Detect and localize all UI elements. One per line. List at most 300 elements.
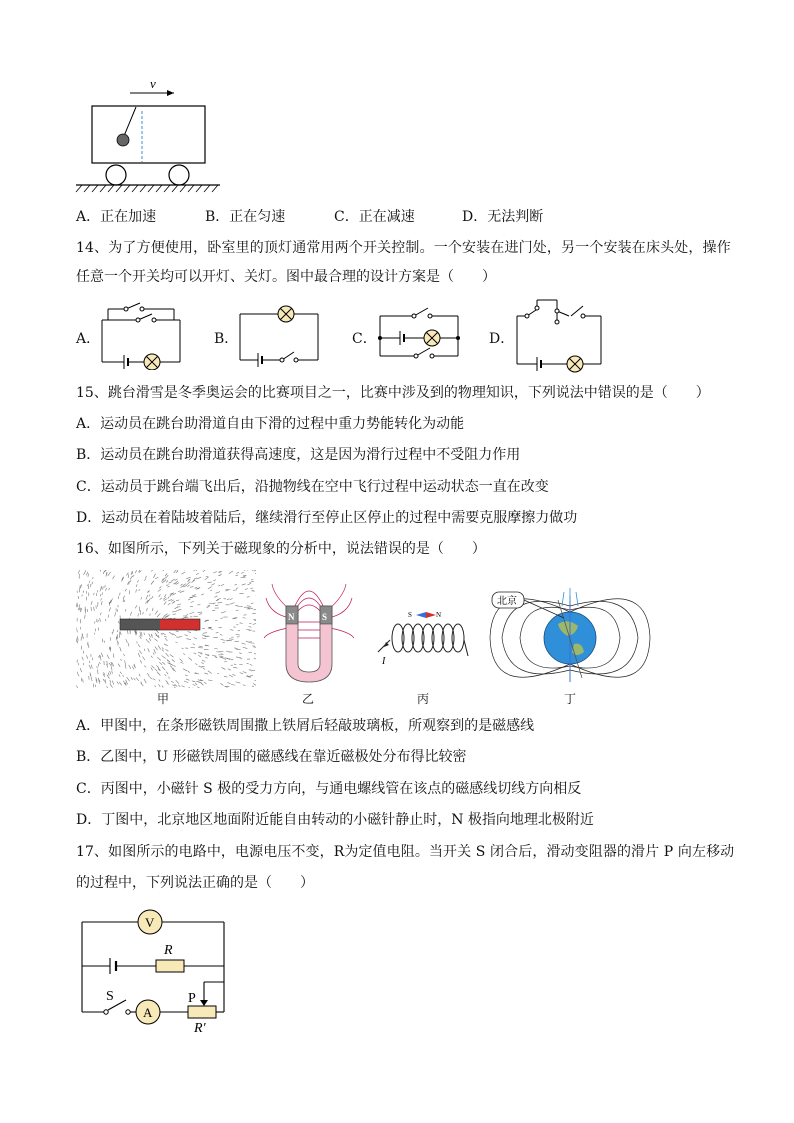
iron-filing: [206, 606, 209, 608]
iron-filing: [136, 677, 139, 680]
iron-filing: [136, 589, 137, 592]
iron-filing: [129, 665, 131, 669]
iron-filing: [94, 607, 95, 611]
iron-filing: [144, 649, 145, 651]
iron-filing: [208, 587, 212, 589]
iron-filing: [146, 595, 148, 599]
iron-filing: [119, 682, 121, 685]
iron-filing: [166, 653, 169, 657]
iron-filing: [224, 686, 229, 687]
iron-filing: [242, 584, 246, 585]
iron-filing: [151, 582, 153, 585]
iron-filing: [196, 577, 201, 579]
iron-filing: [183, 654, 185, 655]
iron-filing: [177, 604, 181, 605]
iron-filing: [103, 571, 104, 574]
iron-filing: [233, 667, 237, 668]
iron-filing: [155, 577, 158, 579]
iron-filing: [107, 686, 108, 688]
iron-filing: [159, 684, 161, 687]
iron-filing: [141, 597, 142, 599]
iron-filing: [152, 608, 153, 611]
iron-filing: [109, 607, 111, 611]
iron-filing: [194, 653, 196, 654]
iron-filing: [253, 609, 256, 610]
iron-filing: [89, 676, 90, 680]
iron-filing: [82, 657, 83, 660]
iron-filing: [243, 685, 246, 686]
q13-option-d: D．无法判断: [462, 209, 544, 225]
iron-filing: [175, 579, 178, 581]
u-magnet-figure: [264, 576, 354, 688]
iron-filing: [196, 681, 200, 682]
iron-filing: [221, 654, 224, 655]
q14-option-c-label: C．: [352, 331, 377, 347]
switch-s-label: S: [106, 989, 114, 1004]
iron-filing: [231, 685, 235, 686]
iron-filing: [188, 599, 190, 600]
iron-filing: [117, 609, 118, 611]
iron-filing: [146, 576, 147, 578]
iron-filing: [135, 605, 137, 608]
iron-filing: [233, 617, 237, 618]
iron-filing: [220, 634, 223, 635]
iron-filing: [163, 570, 166, 571]
iron-filing: [183, 584, 186, 586]
iron-filing: [174, 665, 176, 666]
iron-filing: [204, 673, 208, 674]
q15-option-a: A．运动员在跳台助滑道自由下滑的过程中重力势能转化为动能: [76, 416, 465, 432]
iron-filing: [202, 660, 205, 661]
q14-stem-line2: 任意一个开关均可以开灯、关灯。图中最合理的设计方案是（ ）: [76, 269, 496, 285]
q13-option-c: C．正在减速: [334, 209, 415, 225]
iron-filing: [198, 655, 201, 657]
iron-filing: [254, 620, 256, 621]
iron-filing: [149, 633, 151, 637]
iron-filing: [202, 638, 206, 639]
iron-filing: [184, 681, 188, 683]
iron-filing: [187, 582, 191, 585]
iron-filing: [185, 675, 188, 676]
iron-filing: [101, 598, 102, 600]
iron-filing: [159, 586, 161, 588]
slider-p-label: P: [188, 991, 196, 1006]
iron-filing: [191, 601, 194, 602]
figure-label-yi: 乙: [302, 692, 315, 706]
iron-filing: [183, 585, 187, 587]
iron-filing: [134, 678, 136, 680]
iron-filing: [243, 647, 248, 648]
iron-filing: [80, 668, 82, 672]
iron-filing: [249, 581, 254, 582]
iron-filing: [120, 593, 121, 596]
iron-filing: [166, 580, 168, 582]
iron-filing: [153, 679, 155, 681]
iron-filing: [113, 576, 115, 579]
iron-filing: [112, 671, 113, 674]
iron-filing: [82, 634, 83, 638]
iron-filing: [151, 665, 154, 668]
q14-option-d-label: D．: [489, 331, 515, 347]
iron-filing: [109, 663, 111, 666]
iron-filing: [108, 572, 111, 576]
iron-filing: [193, 644, 195, 645]
iron-filing: [229, 639, 234, 640]
q15-stem: 15、跳台滑雪是冬季奥运会的比赛项目之一，比赛中涉及到的物理知识，下列说法中错误的是（ ）: [76, 385, 710, 401]
iron-filing: [108, 615, 109, 618]
iron-filing: [181, 572, 185, 574]
iron-filing: [171, 681, 174, 682]
iron-filing: [174, 687, 177, 688]
iron-filing: [199, 614, 202, 615]
iron-filing: [240, 673, 243, 674]
iron-filing: [162, 633, 165, 635]
iron-filing: [153, 653, 154, 655]
iron-filing: [115, 612, 116, 616]
iron-filing: [149, 638, 151, 641]
iron-filing: [203, 668, 205, 670]
iron-filing: [123, 681, 124, 683]
iron-filing: [86, 597, 87, 601]
iron-filing: [219, 574, 222, 576]
iron-filing: [149, 590, 150, 592]
iron-filing: [247, 663, 249, 664]
iron-filing: [186, 614, 188, 615]
iron-filing: [188, 632, 191, 633]
iron-filing: [126, 639, 128, 643]
iron-filing: [100, 655, 101, 660]
iron-filing: [141, 683, 144, 686]
current-label: I: [382, 656, 386, 667]
q15-option-d: D．运动员在着陆坡着陆后，继续滑行至停止区停止的过程中需要克服摩擦力做功: [76, 510, 578, 526]
q16-option-c: C．丙图中，小磁针 S 极的受力方向，与通电螺线管在该点的磁感线切线方向相反: [76, 781, 582, 797]
iron-filing: [253, 647, 256, 648]
iron-filing: [167, 586, 169, 587]
iron-filing: [77, 636, 78, 641]
figure-label-ding: 丁: [564, 692, 577, 706]
q16-stem: 16、如图所示，下列关于磁现象的分析中，说法错误的是（ ）: [76, 541, 486, 557]
iron-filing: [93, 593, 94, 595]
iron-filing: [147, 591, 148, 593]
iron-filing: [140, 636, 142, 639]
iron-filing: [105, 588, 106, 591]
iron-filing: [236, 657, 241, 658]
iron-filing: [117, 681, 119, 684]
iron-filing: [176, 680, 179, 684]
iron-filing: [155, 685, 156, 687]
iron-filing: [217, 598, 221, 600]
iron-filing: [111, 666, 112, 670]
iron-filing: [138, 653, 140, 657]
iron-filing: [87, 572, 88, 576]
iron-filing: [188, 585, 190, 587]
q17-stem-line1: 17、如图所示的电路中，电源电压不变，R为定值电阻。当开关 S 闭合后，滑动变阻器的滑片 P 向左移动: [76, 844, 735, 860]
iron-filing: [154, 638, 157, 641]
iron-filing: [138, 644, 140, 647]
iron-filing: [195, 683, 197, 685]
iron-filing: [185, 635, 188, 636]
iron-filing: [229, 571, 233, 574]
iron-filing: [125, 665, 126, 669]
earth-magnetic-field-figure: [488, 582, 652, 690]
iron-filing: [164, 614, 167, 616]
iron-filing: [221, 584, 224, 585]
iron-filing: [80, 585, 81, 590]
iron-filing: [192, 681, 196, 682]
iron-filing: [169, 582, 173, 584]
iron-filing: [157, 672, 159, 674]
iron-filing: [236, 572, 239, 573]
iron-filing: [124, 600, 125, 602]
iron-filing: [168, 599, 172, 601]
q14-circuit-c: [374, 300, 464, 370]
iron-filing: [250, 664, 252, 665]
iron-filing: [149, 595, 150, 597]
iron-filing: [208, 680, 212, 681]
iron-filing: [164, 674, 166, 676]
iron-filing: [110, 684, 113, 688]
iron-filing: [182, 648, 184, 649]
q15-option-b: B．运动员在跳台助滑道获得高速度，这是因为滑行过程中不受阻力作用: [76, 447, 521, 463]
iron-filing: [235, 584, 237, 585]
iron-filing: [86, 655, 88, 659]
iron-filing: [230, 630, 233, 631]
iron-filing: [168, 603, 171, 605]
iron-filing: [242, 643, 246, 644]
iron-filing: [125, 660, 126, 665]
iron-filing: [159, 662, 162, 665]
iron-filing: [80, 619, 81, 623]
iron-filing: [143, 612, 144, 614]
iron-filing: [139, 589, 140, 591]
iron-filing: [229, 675, 233, 677]
iron-filing: [149, 598, 151, 601]
iron-filing: [130, 580, 131, 582]
iron-filing: [192, 595, 196, 596]
iron-filing: [186, 639, 191, 640]
iron-filing: [162, 577, 166, 579]
iron-filing: [147, 673, 149, 677]
iron-filing: [213, 580, 216, 582]
iron-filing: [150, 677, 153, 679]
iron-filing: [249, 630, 252, 631]
iron-filing: [91, 676, 92, 681]
iron-filing: [128, 574, 129, 578]
iron-filing: [205, 577, 209, 580]
iron-filing: [200, 653, 202, 654]
iron-filing: [156, 665, 159, 667]
iron-filing: [123, 654, 124, 656]
iron-filing: [254, 653, 256, 654]
iron-filing: [119, 674, 120, 676]
iron-filing: [211, 583, 214, 585]
iron-filing: [123, 597, 124, 602]
iron-filing: [170, 666, 173, 669]
iron-filing: [88, 573, 89, 576]
iron-filing: [241, 572, 243, 573]
iron-filing: [245, 589, 248, 590]
iron-filing: [98, 620, 99, 622]
iron-filing: [249, 623, 251, 624]
iron-filing: [100, 587, 102, 591]
iron-filing: [201, 594, 204, 595]
q16-option-a: A．甲图中，在条形磁铁周围撒上铁屑后轻敲玻璃板，所观察到的是磁感线: [76, 718, 535, 734]
iron-filing: [172, 611, 177, 612]
iron-filing: [169, 632, 173, 635]
iron-filing: [162, 656, 166, 659]
iron-filing: [189, 687, 191, 688]
iron-filing: [100, 618, 101, 622]
iron-filing: [242, 618, 245, 619]
iron-filing: [155, 611, 158, 615]
iron-filing: [186, 577, 190, 579]
iron-filing: [140, 632, 141, 636]
iron-filing: [196, 573, 199, 574]
iron-filing: [247, 583, 251, 585]
iron-filing: [243, 672, 247, 674]
ammeter-label: A: [143, 1005, 153, 1020]
iron-filing: [166, 575, 168, 578]
iron-filing: [104, 641, 105, 643]
iron-filing: [162, 647, 164, 649]
iron-filing: [136, 584, 137, 587]
iron-filing: [158, 589, 161, 591]
iron-filing: [196, 588, 200, 589]
iron-filing: [213, 571, 216, 573]
q16-option-b: B．乙图中，U 形磁铁周围的磁感线在靠近磁极处分布得比较密: [76, 749, 467, 765]
iron-filing: [247, 606, 251, 607]
iron-filing: [154, 649, 156, 653]
iron-filing: [130, 612, 132, 616]
solenoid-figure: [372, 600, 472, 670]
iron-filing: [89, 665, 91, 669]
iron-filing: [144, 679, 146, 683]
iron-filing: [173, 614, 176, 615]
iron-filing: [92, 577, 93, 579]
iron-filing: [155, 669, 157, 671]
iron-filing: [180, 659, 183, 662]
iron-filing: [208, 671, 212, 674]
iron-filing: [120, 672, 122, 674]
iron-filing: [219, 627, 222, 628]
iron-filing: [139, 650, 142, 653]
iron-filing: [143, 657, 145, 661]
q15-option-c: C．运动员于跳台端飞出后，沿抛物线在空中飞行过程中运动状态一直在改变: [76, 479, 549, 495]
iron-filing: [203, 633, 207, 634]
q14-circuit-a: [98, 300, 184, 370]
iron-filing: [164, 644, 167, 646]
iron-filing: [105, 679, 106, 683]
iron-filing: [144, 666, 146, 668]
iron-filing: [176, 631, 179, 632]
iron-filing: [228, 669, 231, 670]
needle-s-pole: S: [408, 611, 412, 619]
iron-filing: [120, 632, 121, 635]
iron-filing: [122, 577, 123, 581]
iron-filing: [125, 589, 127, 591]
resistor-r-label: R: [164, 943, 173, 958]
q17-stem-line2: 的过程中，下列说法正确的是（ ）: [76, 875, 314, 891]
iron-filing: [202, 635, 207, 636]
iron-filing: [208, 582, 212, 583]
iron-filing: [230, 599, 233, 600]
iron-filing: [182, 686, 185, 687]
iron-filing: [101, 601, 102, 605]
iron-filing: [166, 680, 168, 682]
iron-filing: [80, 584, 81, 588]
iron-filing: [91, 601, 92, 605]
iron-filing: [151, 596, 153, 599]
iron-filing: [113, 656, 114, 658]
iron-filing: [166, 649, 169, 651]
iron-filing: [180, 584, 182, 586]
iron-filing: [101, 653, 103, 657]
iron-filing: [109, 588, 110, 590]
iron-filing: [100, 613, 101, 616]
iron-filing: [78, 674, 79, 676]
velocity-label: v: [150, 76, 156, 91]
iron-filing: [221, 612, 226, 613]
iron-filing: [148, 641, 149, 643]
iron-filing: [168, 677, 169, 679]
iron-filing: [161, 633, 163, 635]
iron-filing: [118, 596, 119, 599]
iron-filing: [204, 682, 206, 684]
iron-filing: [146, 608, 147, 611]
iron-filing: [77, 685, 78, 688]
iron-filing: [254, 570, 256, 571]
iron-filing: [207, 605, 210, 606]
iron-filing: [175, 642, 177, 643]
iron-filing: [153, 574, 155, 578]
iron-filing: [167, 660, 170, 662]
iron-filing: [139, 674, 140, 677]
iron-filing: [190, 587, 194, 588]
iron-filing: [209, 628, 213, 629]
iron-filing: [236, 588, 238, 589]
iron-filing: [83, 571, 86, 575]
iron-filing: [183, 669, 187, 671]
iron-filing: [177, 609, 182, 610]
iron-filing: [171, 600, 173, 602]
iron-filing: [164, 594, 166, 597]
iron-filing: [155, 647, 158, 651]
iron-filing: [189, 612, 194, 613]
iron-filing: [82, 595, 83, 597]
iron-filing: [199, 646, 203, 647]
iron-filing: [138, 613, 139, 616]
iron-filing: [92, 582, 93, 585]
iron-filing: [110, 671, 111, 674]
iron-filing: [120, 647, 122, 652]
iron-filing: [191, 647, 195, 648]
iron-filing: [108, 673, 109, 676]
iron-filing: [254, 658, 256, 660]
iron-filing: [234, 648, 237, 649]
iron-filing: [233, 590, 237, 591]
iron-filing: [236, 682, 241, 683]
iron-filing: [180, 662, 183, 663]
iron-filing: [88, 643, 89, 647]
iron-filing: [136, 570, 137, 573]
iron-filing: [174, 607, 178, 609]
iron-filing: [181, 586, 183, 587]
iron-filing: [255, 680, 256, 681]
iron-filing: [130, 576, 132, 580]
iron-filing: [218, 585, 220, 586]
q14-option-a-label: A．: [76, 331, 101, 347]
iron-filing: [120, 659, 121, 661]
